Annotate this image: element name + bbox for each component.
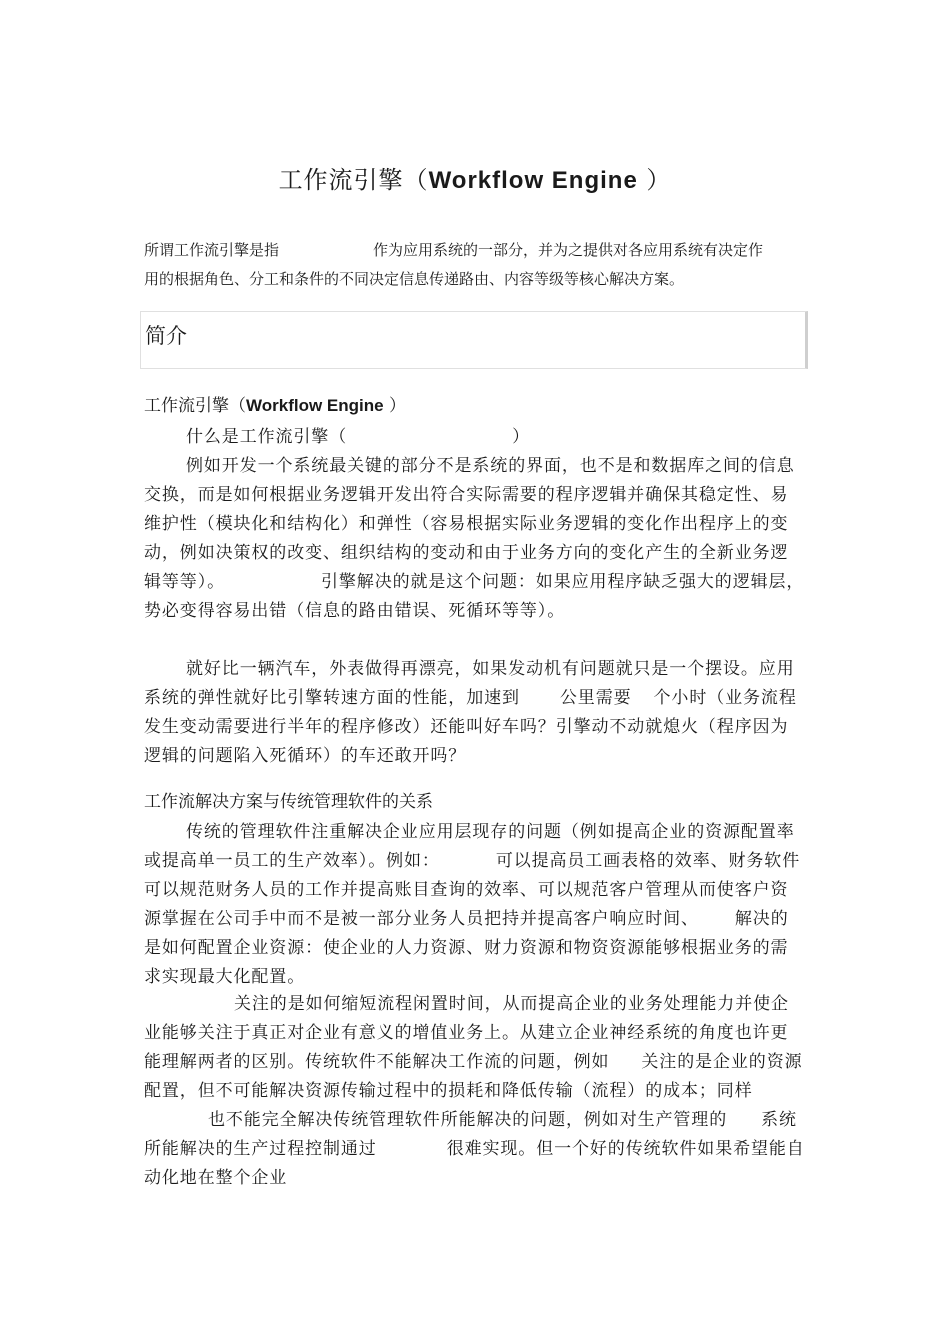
paragraph-2: 就好比一辆汽车，外表做得再漂亮，如果发动机有问题就只是一个摆设。应用系统的弹性就好比引擎转速方面的性能，加速到 公里需要 个小时（业务流程发生变动需要进行半年的程序修改）还能叫好车吗？引擎动不动就熄火（程序因为逻辑的问题陷入死循环）的车还敢开吗？ (144, 659, 797, 766)
intro-line-2: 用的根据角色、分工和条件的不同决定信息传递路由、内容等级等核心解决方案。 (144, 270, 685, 288)
section-heading-box (140, 311, 808, 369)
subheading-workflow-engine: 工作流引擎（Workflow Engine ） (144, 396, 406, 416)
paragraph-4: 关注的是如何缩短流程闲置时间，从而提高企业的业务处理能力并使企业能够关注于真正对企业有意义的增值业务上。从建立企业神经系统的角度也许更能理解两者的区别。传统软件不能解决工作流的问题，例如 关注的是企业的资源配置，但不可能解决资源传输过程中的损耗和降低传输（流程）的成本；同样也不能完全解决传统管理软件所能解决的问题，例如对生产管理的 系统所能解决的生产过程控制通过 很难实现。但一个好的传统软件如果希望能自动化地在整个企业 (144, 994, 805, 1188)
intro-paragraph (144, 236, 816, 294)
section-heading: 简介 (145, 324, 187, 348)
question-line: 什么是工作流引擎（ ） (186, 427, 531, 447)
document-title (0, 160, 950, 195)
subheading-relationship: 工作流解决方案与传统管理软件的关系 (144, 792, 433, 812)
intro-line-1: 所谓工作流引擎是指 作为应用系统的一部分，并为之提供对各应用系统有决定作 (144, 241, 764, 259)
paragraph-1: 例如开发一个系统最关键的部分不是系统的界面，也不是和数据库之间的信息交换，而是如何根据业务逻辑开发出符合实际需要的程序逻辑并确保其稳定性、易维护性（模块化和结构化）和弹性（容易根据实际业务逻辑的变化作出程序上的变动，例如决策权的改变、组织结构的变动和由于业务方向的变化产生的全新业务逻辑等等）。 引擎解决的就是这个问题：如果应用程序缺乏强大的逻辑层，势必变得容易出错（信息的路由错误、死循环等等）。 (144, 456, 805, 621)
title-chinese: 工作流引擎（ (278, 166, 429, 194)
paragraph-3: 传统的管理软件注重解决企业应用层现存的问题（例如提高企业的资源配置率或提高单一员工的生产效率）。例如： 可以提高员工画表格的效率、财务软件可以规范财务人员的工作并提高账目查询的效率、可以规范客户管理从而使客户资源掌握在公司手中而不是被一部分业务人员把持并提高客户响应时间、 解决的是如何配置企业资源：使企业的人力资源、财力资源和物资资源能够根据业务的需求实现最大化配置。 (144, 822, 801, 987)
title-english: Workflow Engine (428, 167, 638, 194)
title-close-paren: ） (637, 166, 672, 194)
